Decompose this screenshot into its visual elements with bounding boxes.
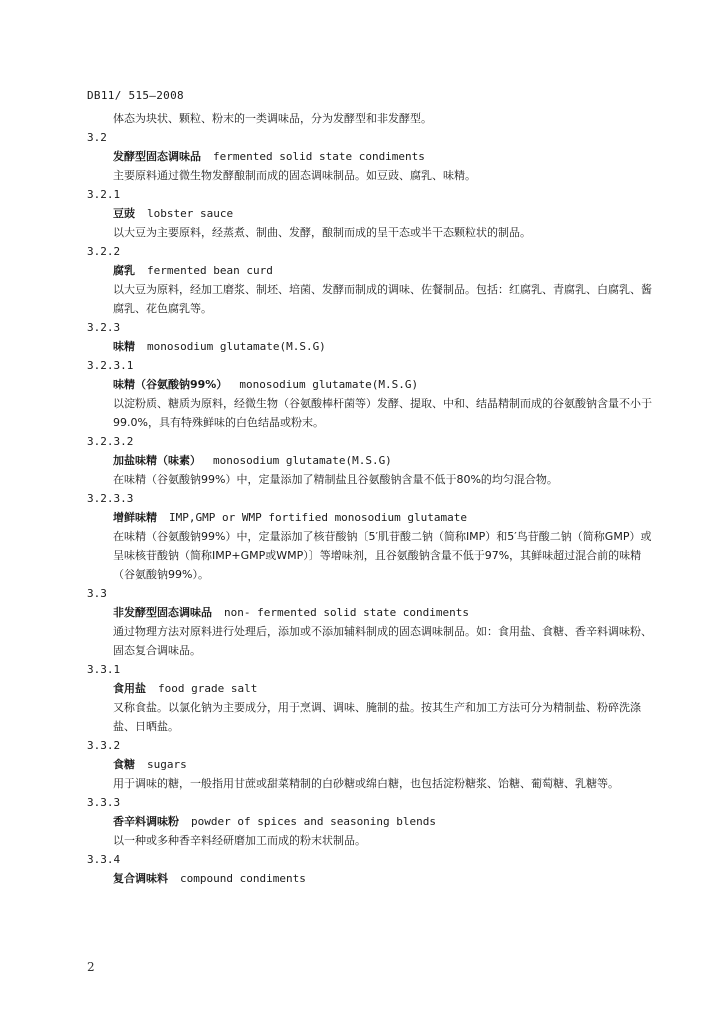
definition-paragraph: 以淀粉质、糖质为原料，经微生物（谷氨酸棒杆菌等）发酵、提取、中和、结晶精制而成的谷氨酸钠含量不小于99.0%，具有特殊鲜味的白色结晶或粉末。 <box>113 397 652 429</box>
section-number: 3.2.3 <box>87 321 121 334</box>
definition-paragraph: 体态为块状、颗粒、粉末的一类调味品，分为发酵型和非发酵型。 <box>113 112 432 125</box>
term-heading <box>87 812 659 831</box>
section-number: 3.3.1 <box>87 663 121 676</box>
section-number: 3.2.3.3 <box>87 492 134 505</box>
term-english: compound condiments <box>180 872 306 885</box>
section-number: 3.2 <box>87 131 107 144</box>
definition-paragraph: 在味精（谷氨酸钠99%）中，定量添加了精制盐且谷氨酸钠含量不低于80%的均匀混合物。 <box>113 473 558 486</box>
section-number: 3.3 <box>87 587 107 600</box>
definition-paragraph: 用于调味的糖，一般指用甘蔗或甜菜精制的白砂糖或绵白糖，也包括淀粉糖浆、饴糖、葡萄糖、乳糖等。 <box>113 777 619 790</box>
term-heading <box>87 337 659 356</box>
term-english: sugars <box>147 758 187 771</box>
section-number: 3.3.3 <box>87 796 121 809</box>
document-body <box>87 109 659 888</box>
term-english: monosodium glutamate(M.S.G) <box>213 454 392 467</box>
term-heading <box>87 755 659 774</box>
section-number: 3.3.4 <box>87 853 121 866</box>
term-english: monosodium glutamate(M.S.G) <box>239 378 419 391</box>
term-english: fermented bean curd <box>147 264 273 277</box>
section-number: 3.2.1 <box>87 188 121 201</box>
term-heading <box>87 451 659 470</box>
term-chinese: 香辛料调味粉 <box>113 815 179 828</box>
term-heading <box>87 375 659 394</box>
section-number: 3.2.3.2 <box>87 435 134 448</box>
definition-paragraph: 以大豆为主要原料，经蒸煮、制曲、发酵，酿制而成的呈干态或半干态颗粒状的制品。 <box>113 226 531 239</box>
term-chinese: 腐乳 <box>113 264 135 277</box>
term-heading <box>87 679 659 698</box>
term-heading <box>87 508 659 527</box>
term-heading <box>87 261 659 280</box>
page-number: 2 <box>87 960 95 974</box>
term-english: non- fermented solid state condiments <box>224 606 470 619</box>
term-chinese: 加盐味精（味素） <box>113 454 201 467</box>
term-chinese: 复合调味料 <box>113 872 168 885</box>
section-number: 3.3.2 <box>87 739 121 752</box>
term-heading <box>87 869 659 888</box>
term-chinese: 非发酵型固态调味品 <box>113 606 212 619</box>
term-english: powder of spices and seasoning blends <box>191 815 437 828</box>
definition-paragraph: 通过物理方法对原料进行处理后，添加或不添加辅料制成的固态调味制品。如：食用盐、食糖、香辛料调味粉、固态复合调味品。 <box>113 625 652 657</box>
term-chinese: 豆豉 <box>113 207 135 220</box>
definition-paragraph: 以一种或多种香辛料经研磨加工而成的粉末状制品。 <box>113 834 366 847</box>
term-chinese: 味精（谷氨酸钠99%） <box>113 378 228 391</box>
section-number: 3.2.3.1 <box>87 359 134 372</box>
term-english: IMP,GMP or WMP fortified monosodium glutamate <box>169 511 468 524</box>
term-heading <box>87 603 659 622</box>
term-chinese: 食用盐 <box>113 682 146 695</box>
definition-paragraph: 主要原料通过微生物发酵酿制而成的固态调味制品。如豆豉、腐乳、味精。 <box>113 169 476 182</box>
term-chinese: 增鲜味精 <box>113 511 157 524</box>
term-chinese: 食糖 <box>113 758 135 771</box>
term-heading <box>87 147 659 166</box>
definition-paragraph: 在味精（谷氨酸钠99%）中，定量添加了核苷酸钠〔5′肌苷酸二钠（简称IMP）和5′鸟苷酸二钠（简称GMP）或呈味核苷酸钠（简称IMP+GMP或WMP）〕等增味剂，且谷氨酸钠含量不低于97%，其鲜味超过混合前的味精（谷氨酸钠99%）。 <box>113 530 652 581</box>
section-number: 3.2.2 <box>87 245 121 258</box>
term-english: food grade salt <box>158 682 258 695</box>
term-heading <box>87 204 659 223</box>
term-english: fermented solid state condiments <box>213 150 425 163</box>
term-chinese: 发酵型固态调味品 <box>113 150 201 163</box>
term-english: monosodium glutamate(M.S.G) <box>147 340 326 353</box>
document-id-header: DB11/ 515—2008 <box>87 89 184 102</box>
term-chinese: 味精 <box>113 340 135 353</box>
definition-paragraph: 以大豆为原料，经加工磨浆、制坯、培菌、发酵而制成的调味、佐餐制品。包括：红腐乳、青腐乳、白腐乳、酱腐乳、花色腐乳等。 <box>113 283 652 315</box>
definition-paragraph: 又称食盐。以氯化钠为主要成分，用于烹调、调味、腌制的盐。按其生产和加工方法可分为精制盐、粉碎洗涤盐、日晒盐。 <box>113 701 641 733</box>
term-english: lobster sauce <box>147 207 234 220</box>
